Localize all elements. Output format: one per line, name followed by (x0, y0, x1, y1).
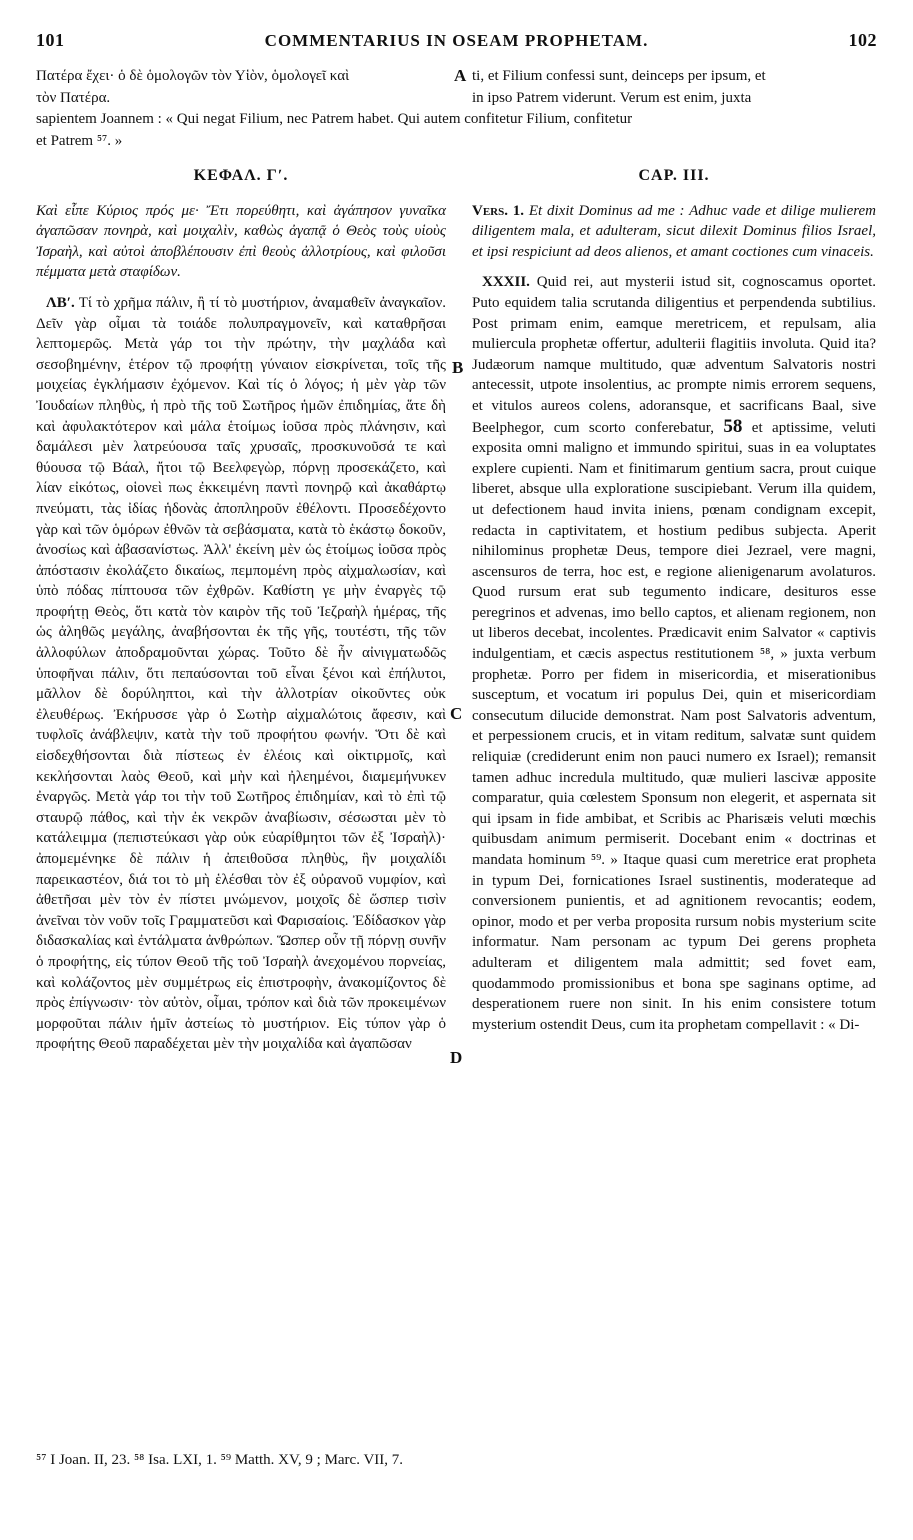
intro-greek-line-2: τὸν Πατέρα. (36, 89, 111, 106)
latin-verse-block (472, 201, 876, 263)
latin-verse-text: Et dixit Dominus ad me : Adhuc vade et dilige mulierem diligentem mala, et adulteram, sicut dilexit Dominus filios Israel, et ipsi respiciunt ad deos alienos, et amant coctiones cum vinaceis. (472, 202, 877, 260)
intro-latin-line-4: et Patrem ⁵⁷. » (36, 132, 123, 149)
footnotes: ⁵⁷ I Joan. II, 23. ⁵⁸ Isa. LXI, 1. ⁵⁹ Matth. XV, 9 ; Marc. VII, 7. (36, 1452, 404, 1468)
margin-marker-b: B (452, 358, 464, 377)
column-number: 58 (723, 415, 743, 437)
latin-chapter-heading: CAP. III. (638, 167, 710, 184)
greek-commentary-paragraph (36, 293, 446, 1055)
greek-chapter-heading: ΚΕΦΑΛ. Γʹ. (193, 167, 289, 184)
margin-marker-c: C (450, 704, 463, 723)
greek-column (36, 166, 446, 1055)
latin-paragraph-number: XXXII. (482, 274, 530, 291)
greek-verse-text: Καὶ εἶπε Κύριος πρός με· Ἔτι πορεύθητι, καὶ ἀγάπησον γυναῖκα ἀγαπῶσαν πονηρὰ, καὶ μοιχαλὶν, καθὼς ἀγαπᾷ ὁ Θεὸς τοὺς υἱοὺς Ἰσραὴλ, καὶ αὐτοὶ ἀποβλέπουσιν ἐπὶ θεοὺς ἀλλοτρίους, καὶ φιλοῦσι πέμματα μετὰ σταφίδων. (36, 202, 446, 281)
latin-verse-label: Vers. 1. (472, 202, 525, 219)
greek-paragraph-number: ΛΒʹ. (46, 294, 75, 311)
greek-paragraph-text: Τί τὸ χρῆμα πάλιν, ἢ τί τὸ μυστήριον, ἀναμαθεῖν ἀναγκαῖον. Δεῖν γὰρ οἶμαι τὰ τοιάδε πολυπραγμονεῖν, καὶ καταθρῆσαι λεπτομερῶς. Μετὰ γάρ τοι τὴν πρώτην, τὴν μαχλάδα καὶ σεσοβημένην, ἑτέρον τῷ προφήτῃ γύναιον εἰσκρίνεται, τοῖς τῆς μοιχείας ἐγκλήμασιν ἐχόμενον. Καὶ τίς ὁ λόγος; ἡ μὲν γὰρ τῶν Ἰουδαίων πληθὺς, ἡ πρὸ τῆς τοῦ Σωτῆρος ἡμῶν ἐπιδημίας, ἅτε δὴ καὶ ἀφυλακτότερον καὶ μάλα ἑτοίμως ἰοῦσα πρὸς πλάνησιν, καὶ δαμάλεσι μὲν λατρεύουσα ταῖς χρυσαῖς, προσκυνοῦσά τε καὶ θύουσα τῷ Βάαλ, ἤτοι τῷ Βεελφεγὼρ, πόρνῃ προσεκάζετο, καὶ λίαν εἰκότως, οἱονεὶ πως ἐκκειμένη παντὶ πονηρῷ καὶ ἀκαθάρτῳ πνεύματι, τὰς ἰδίας ἡδονὰς ἀποπληροῦν ἐθέλοντι. Προσεδέχοντο γὰρ καὶ τῶν ὁμόρων ἐθνῶν τὰ σεβάσματα, κατὰ τὸ ἑκάστῳ δοκοῦν, ἀνοσίως καὶ ἀβασανίστως. Ἀλλ' ἐκείνη μὲν ὡς ἑτοίμως ἰοῦσα πρὸς ἀπόστασιν ἐκολάζετο δικαίως, πεμπομένη πρὸς αἰχμαλωσίαν, καὶ ὑπὸ πόδας πίπτουσα τῶν ἐχθρῶν. Καθίστη γε μὴν ἐναργὲς τῷ προφήτῃ Θεὸς, ὅτι κατὰ τὸν καιρὸν τῆς τοῦ Ἰεζραὴλ ἡμέρας, τῆς ὡς ἀληθῶς μεγάλης, ἀναβήσονται ἐκ τῆς γῆς, τουτέστι, τῆς τῶν ἀλλοφύλων ἀποδραμοῦνται χώρας. Τοῦτο δὲ ἦν αἰνιγματωδῶς ὑποφῆναι πάλιν, ὅτι πεπαύσονται τοῦ εἶναι ξένοι καὶ ἐπήλυτοι, μᾶλλον δὲ δορύληπτοι, καὶ τὴν ἀλλοτρίαν οἰκοῦντες οὐκ ἐλευθέρως. Ἐκήρυσσε γὰρ ὁ Σωτὴρ αἰχμαλώτοις ἄφεσιν, καὶ τυφλοῖς ἀνάβλεψιν, κατὰ τὴν τοῦ προφήτου φωνήν. Ὅτι δὲ καὶ εἰσδεχθήσονται διὰ πίστεως ἐν ἐλέοις καὶ οἰκτιρμοῖς, καὶ κεκλήσονται λαὸς Θεοῦ, καὶ μὴν καὶ ἠλεημένοι, διαμεμήνυκεν ἐναργῶς. Μετὰ γάρ τοι τὴν τοῦ Σωτῆρος ἐπιδημίαν, καὶ τὸ ἐπὶ τῷ σταυρῷ πάθος, καὶ τὴν ἐκ νεκρῶν ἀναβίωσιν, σέσωσται μὲν τὸ κατάλειμμα (πεπιστεύκασι γὰρ οὐκ εὐαρίθμητοι τῶν ἐξ Ἰσραὴλ)· ἀπομεμένηκε δὲ πάλιν ἡ ἀπειθοῦσα πληθὺς, ἣν μοιχαλίδι παρεικαστέον, διά τοι τὸ μὴ ἑλέσθαι τὸν ἐξ οὐρανοῦ νυμφίον, καὶ ἀθετῆσαι μὲν τὸν ἐν πίστει μνώμενον, μοιχοῖς δὲ ὥσπερ τισὶν ἀνεῖναι τὸν νοῦν τοῖς Γραμματεῦσι καὶ Φαρισαίοις. Ἐδίδασκον γὰρ διδασκαλίας καὶ ἐντάλματα ἀνθρώπων. Ὥσπερ οὖν τῇ πόρνῃ συνῆν ὁ προφήτης, εἰς τύπον Θεοῦ τῆς τοῦ Ἰσραὴλ ἀνεχομένου πορνείας, καὶ κολάζοντος μὲν συμμέτρως εἰς ἐπιστροφὴν, ἀνακομίζοντος δὲ πρὸς ἐπίγνωσιν· τὸν αὐτὸν, οἶμαι, τρόπον καὶ διὰ τῶν προκειμένων μορφοῦται πάλιν ἡμῖν ἀστείως τὸ μυστήριον. Εἰς τύπον γὰρ ὁ προφήτης Θεοῦ παραδέχεται μὲν τὴν μοιχαλίδα καὶ ἀγαπῶσαν (36, 294, 446, 1053)
latin-commentary-paragraph (472, 272, 876, 1035)
page-number-right: 102 (848, 30, 877, 50)
page-number-left: 101 (36, 30, 65, 50)
running-title: COMMENTARIUS IN OSEAM PROPHETAM. (264, 31, 649, 50)
intro-latin-line-2: in ipso Patrem viderunt. Verum est enim, juxta (472, 89, 752, 106)
running-header (36, 30, 877, 56)
intro-latin-line-3: sapientem Joannem : « Qui negat Filium, nec Patrem habet. Qui autem confitetur Filium, confitetur (36, 111, 633, 127)
margin-marker-d: D (450, 1048, 463, 1067)
latin-paragraph-text-1: Quid rei, aut mysterii istud sit, cognoscamus oportet. Puto equidem talia scrutanda diligentius et perpendenda subtilius. Post primam enim, eamque meretricem, et repulsam, alia muliercula prophetæ offertur, adulterii flagitiis involuta. Quid ita? Judæorum namque multitudo, quæ adventum Salvatoris nostri antecessit, utpote insolentius, ac prompte nimis errorem sequens, et vitulos aureos colens, adoransque, et sacrificans Baal, sive Beelphegor, cum scorto conferebatur, (472, 274, 876, 436)
latin-column (472, 166, 876, 1035)
margin-marker-a: A (454, 66, 467, 85)
intro-latin-line-1: ti, et Filium confessi sunt, deinceps per ipsum, et (472, 68, 766, 84)
latin-paragraph-text-2: et aptissime, veluti exposita omni maligno et immundo spiritui, suas in ea voluptates explere cupienti. Nam et finitimarum gentium sacra, prout cuique liberet, absque ulla exploratione suscipiebant. Verum illa quidem, ut defectionem haud invita iniens, pœnam condignam excepit, redacta in captivitatem, et hostium pedibus subjecta. Aperit nihilominus prophetæ Deus, tempore diei Jezrael, vere magni, ascensuros de terra, hoc est, e regione alienigenarum avolaturos. Quod rursum erat sub tegumento indicare, desituros esse peregrinos et advenas, imo bello captos, et alienam regionem, non ut liberos decebat, incolentes. Prædicavit enim Salvator « captivis indulgentiam, et cæcis aspectus restitutionem ⁵⁸, » juxta verbum prophetæ. Porro per fidem in misericordia, et miserationibus susceptum, et vocatum iri populus Dei, quin et misericordiam consecutum dilucide demonstrat. Nam post Salvatoris adventum, et perpessionem crucis, et in vitam reditum, salvatæ sunt quidem reliquiæ (crediderunt enim non pauci numero ex Israel); remansit tamen adhuc incredula multitudo, quæ mulieri lascivæ apposite comparatur, quia cœlestem Sponsum non elegerit, et aspernata sit qui ipsam in fide ambibat, et Scribis ac Pharisæis veluti mœchis quibusdam animum permiserit. Docebant enim « doctrinas et mandata hominum ⁵⁹. » Itaque quasi cum meretrice erat propheta in typum Dei, fornicationes Israel sustinentis, moderateque ad conversionem punientis, et ad agnitionem revocantis; eodem, opinor, modo et per verba proposita rursum nobis mysterium scite informatur. Nam personam ac typum Dei gerens propheta adulteram et diligentem mala admittit; sed fovet eam, quodammodo promissionibus et bona spe saginans optime, ad desperationem ruere non sinit. In his enim consistere totum mysterium ostendit Deus, cum ita prophetam compellavit : « Di- (472, 419, 877, 1033)
intro-greek-line-1: Πατέρα ἔχει· ὁ δὲ ὁμολογῶν τὸν Υἱὸν, ὁμολογεῖ καὶ (36, 68, 350, 84)
